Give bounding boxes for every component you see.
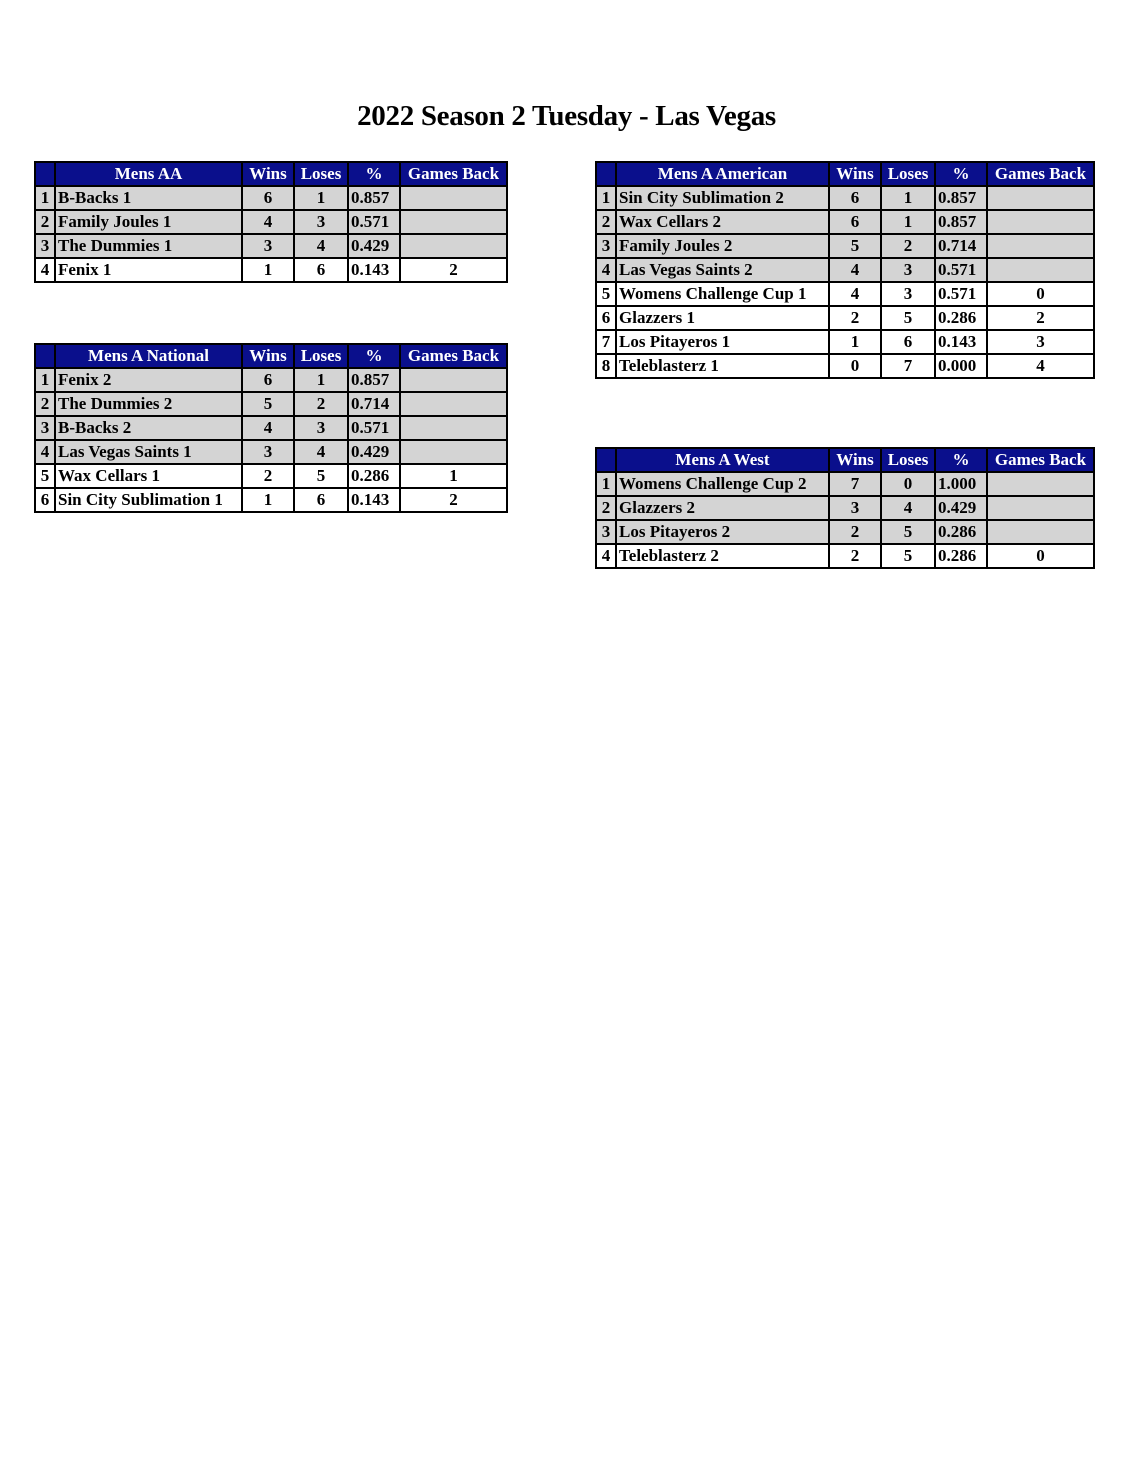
- pct-cell: 0.143: [348, 258, 400, 282]
- games-back-cell: [400, 416, 507, 440]
- team-name: Wax Cellars 2: [616, 210, 829, 234]
- wins-cell: 1: [242, 258, 294, 282]
- standings-table-mens-a-west: [595, 447, 1095, 569]
- loses-header: Loses: [294, 344, 348, 368]
- table-row: [596, 306, 1094, 330]
- team-name: Los Pitayeros 1: [616, 330, 829, 354]
- team-name: Womens Challenge Cup 2: [616, 472, 829, 496]
- wins-cell: 7: [829, 472, 881, 496]
- team-name: Womens Challenge Cup 1: [616, 282, 829, 306]
- table-row: [596, 354, 1094, 378]
- games-back-cell: 3: [987, 330, 1094, 354]
- rank-cell: 4: [35, 440, 55, 464]
- table-row: [35, 368, 507, 392]
- team-name: B-Backs 1: [55, 186, 242, 210]
- wins-header: Wins: [829, 448, 881, 472]
- games-back-cell: [400, 368, 507, 392]
- team-name: Las Vegas Saints 1: [55, 440, 242, 464]
- rank-cell: 4: [35, 258, 55, 282]
- games-back-header: Games Back: [400, 162, 507, 186]
- loses-cell: 5: [881, 306, 935, 330]
- team-name: Fenix 1: [55, 258, 242, 282]
- table-row: [35, 234, 507, 258]
- team-name: Teleblasterz 2: [616, 544, 829, 568]
- wins-cell: 5: [829, 234, 881, 258]
- wins-cell: 0: [829, 354, 881, 378]
- games-back-cell: 2: [400, 258, 507, 282]
- loses-cell: 5: [294, 464, 348, 488]
- games-back-cell: 4: [987, 354, 1094, 378]
- team-name: B-Backs 2: [55, 416, 242, 440]
- games-back-cell: 1: [400, 464, 507, 488]
- rank-cell: 1: [596, 472, 616, 496]
- rank-cell: 8: [596, 354, 616, 378]
- rank-cell: 3: [596, 234, 616, 258]
- wins-cell: 1: [242, 488, 294, 512]
- pct-header: %: [935, 448, 987, 472]
- pct-cell: 0.143: [348, 488, 400, 512]
- table-row: [35, 392, 507, 416]
- table-row: [596, 234, 1094, 258]
- table-row: [596, 186, 1094, 210]
- loses-cell: 2: [294, 392, 348, 416]
- standings-table-mens-a-american: [595, 161, 1095, 379]
- wins-header: Wins: [242, 344, 294, 368]
- table-row: [596, 496, 1094, 520]
- team-name: Teleblasterz 1: [616, 354, 829, 378]
- wins-cell: 3: [242, 234, 294, 258]
- wins-cell: 3: [829, 496, 881, 520]
- loses-header: Loses: [881, 162, 935, 186]
- table-row: [35, 210, 507, 234]
- games-back-cell: [400, 186, 507, 210]
- games-back-header: Games Back: [400, 344, 507, 368]
- team-name: Wax Cellars 1: [55, 464, 242, 488]
- pct-cell: 0.857: [935, 186, 987, 210]
- pct-cell: 0.286: [935, 520, 987, 544]
- table-row: [596, 258, 1094, 282]
- loses-cell: 1: [881, 186, 935, 210]
- rank-cell: 3: [35, 416, 55, 440]
- team-name: The Dummies 2: [55, 392, 242, 416]
- loses-cell: 4: [294, 440, 348, 464]
- rank-cell: 6: [35, 488, 55, 512]
- games-back-cell: [400, 234, 507, 258]
- pct-cell: 0.571: [935, 258, 987, 282]
- pct-cell: 0.857: [935, 210, 987, 234]
- pct-cell: 0.571: [935, 282, 987, 306]
- wins-cell: 5: [242, 392, 294, 416]
- team-name: Sin City Sublimation 1: [55, 488, 242, 512]
- pct-cell: 0.714: [348, 392, 400, 416]
- games-back-cell: [400, 440, 507, 464]
- pct-cell: 0.429: [348, 440, 400, 464]
- rank-cell: 2: [596, 210, 616, 234]
- wins-cell: 4: [242, 210, 294, 234]
- table-row: [35, 440, 507, 464]
- pct-cell: 0.571: [348, 210, 400, 234]
- team-name: Glazzers 2: [616, 496, 829, 520]
- games-back-cell: 2: [400, 488, 507, 512]
- wins-cell: 2: [829, 544, 881, 568]
- loses-cell: 3: [294, 416, 348, 440]
- team-name: Family Joules 1: [55, 210, 242, 234]
- loses-cell: 0: [881, 472, 935, 496]
- wins-cell: 6: [829, 210, 881, 234]
- pct-cell: 0.571: [348, 416, 400, 440]
- loses-header: Loses: [294, 162, 348, 186]
- pct-header: %: [348, 344, 400, 368]
- pct-header: %: [348, 162, 400, 186]
- rank-cell: 3: [35, 234, 55, 258]
- wins-cell: 4: [829, 258, 881, 282]
- games-back-header: Games Back: [987, 448, 1094, 472]
- table-row: [596, 520, 1094, 544]
- pct-cell: 0.143: [935, 330, 987, 354]
- table-row: [596, 282, 1094, 306]
- loses-cell: 3: [881, 258, 935, 282]
- corner-cell: [35, 344, 55, 368]
- loses-cell: 6: [294, 488, 348, 512]
- loses-header: Loses: [881, 448, 935, 472]
- wins-header: Wins: [242, 162, 294, 186]
- corner-cell: [35, 162, 55, 186]
- pct-cell: 1.000: [935, 472, 987, 496]
- pct-cell: 0.286: [348, 464, 400, 488]
- pct-cell: 0.000: [935, 354, 987, 378]
- wins-cell: 6: [829, 186, 881, 210]
- games-back-cell: [987, 496, 1094, 520]
- wins-cell: 4: [829, 282, 881, 306]
- pct-header: %: [935, 162, 987, 186]
- rank-cell: 4: [596, 258, 616, 282]
- team-name: Sin City Sublimation 2: [616, 186, 829, 210]
- rank-cell: 2: [35, 210, 55, 234]
- table-row: [35, 464, 507, 488]
- pct-cell: 0.286: [935, 306, 987, 330]
- team-name: The Dummies 1: [55, 234, 242, 258]
- team-name: Los Pitayeros 2: [616, 520, 829, 544]
- standings-table-mens-a-national: [34, 343, 508, 513]
- table-row: [596, 330, 1094, 354]
- loses-cell: 4: [294, 234, 348, 258]
- table-row: [35, 258, 507, 282]
- table-row: [596, 210, 1094, 234]
- team-name: Glazzers 1: [616, 306, 829, 330]
- pct-cell: 0.714: [935, 234, 987, 258]
- pct-cell: 0.429: [348, 234, 400, 258]
- header-row: [35, 344, 507, 368]
- wins-cell: 2: [242, 464, 294, 488]
- games-back-cell: 0: [987, 282, 1094, 306]
- rank-cell: 5: [35, 464, 55, 488]
- wins-cell: 2: [829, 520, 881, 544]
- games-back-cell: [987, 472, 1094, 496]
- wins-cell: 1: [829, 330, 881, 354]
- division-name: Mens A American: [616, 162, 829, 186]
- rank-cell: 6: [596, 306, 616, 330]
- corner-cell: [596, 448, 616, 472]
- wins-cell: 2: [829, 306, 881, 330]
- header-row: [596, 448, 1094, 472]
- games-back-cell: [400, 210, 507, 234]
- wins-cell: 6: [242, 186, 294, 210]
- page-title: 2022 Season 2 Tuesday - Las Vegas: [357, 100, 776, 132]
- games-back-cell: 0: [987, 544, 1094, 568]
- division-name: Mens A West: [616, 448, 829, 472]
- loses-cell: 6: [881, 330, 935, 354]
- wins-header: Wins: [829, 162, 881, 186]
- games-back-cell: [987, 258, 1094, 282]
- pct-cell: 0.857: [348, 368, 400, 392]
- loses-cell: 6: [294, 258, 348, 282]
- pct-cell: 0.429: [935, 496, 987, 520]
- rank-cell: 3: [596, 520, 616, 544]
- wins-cell: 4: [242, 416, 294, 440]
- loses-cell: 4: [881, 496, 935, 520]
- loses-cell: 5: [881, 520, 935, 544]
- table-row: [35, 488, 507, 512]
- loses-cell: 3: [881, 282, 935, 306]
- table-row: [596, 472, 1094, 496]
- table-row: [596, 544, 1094, 568]
- rank-cell: 4: [596, 544, 616, 568]
- pct-cell: 0.286: [935, 544, 987, 568]
- games-back-cell: [987, 210, 1094, 234]
- division-name: Mens AA: [55, 162, 242, 186]
- pct-cell: 0.857: [348, 186, 400, 210]
- loses-cell: 5: [881, 544, 935, 568]
- loses-cell: 1: [294, 368, 348, 392]
- wins-cell: 6: [242, 368, 294, 392]
- table-row: [35, 416, 507, 440]
- rank-cell: 1: [596, 186, 616, 210]
- games-back-cell: 2: [987, 306, 1094, 330]
- loses-cell: 1: [881, 210, 935, 234]
- loses-cell: 3: [294, 210, 348, 234]
- rank-cell: 5: [596, 282, 616, 306]
- loses-cell: 7: [881, 354, 935, 378]
- header-row: [596, 162, 1094, 186]
- table-row: [35, 186, 507, 210]
- team-name: Family Joules 2: [616, 234, 829, 258]
- header-row: [35, 162, 507, 186]
- team-name: Las Vegas Saints 2: [616, 258, 829, 282]
- games-back-header: Games Back: [987, 162, 1094, 186]
- rank-cell: 1: [35, 368, 55, 392]
- games-back-cell: [400, 392, 507, 416]
- rank-cell: 1: [35, 186, 55, 210]
- rank-cell: 2: [35, 392, 55, 416]
- team-name: Fenix 2: [55, 368, 242, 392]
- division-name: Mens A National: [55, 344, 242, 368]
- games-back-cell: [987, 520, 1094, 544]
- rank-cell: 7: [596, 330, 616, 354]
- games-back-cell: [987, 186, 1094, 210]
- corner-cell: [596, 162, 616, 186]
- wins-cell: 3: [242, 440, 294, 464]
- loses-cell: 1: [294, 186, 348, 210]
- standings-table-mens-aa: [34, 161, 508, 283]
- rank-cell: 2: [596, 496, 616, 520]
- loses-cell: 2: [881, 234, 935, 258]
- games-back-cell: [987, 234, 1094, 258]
